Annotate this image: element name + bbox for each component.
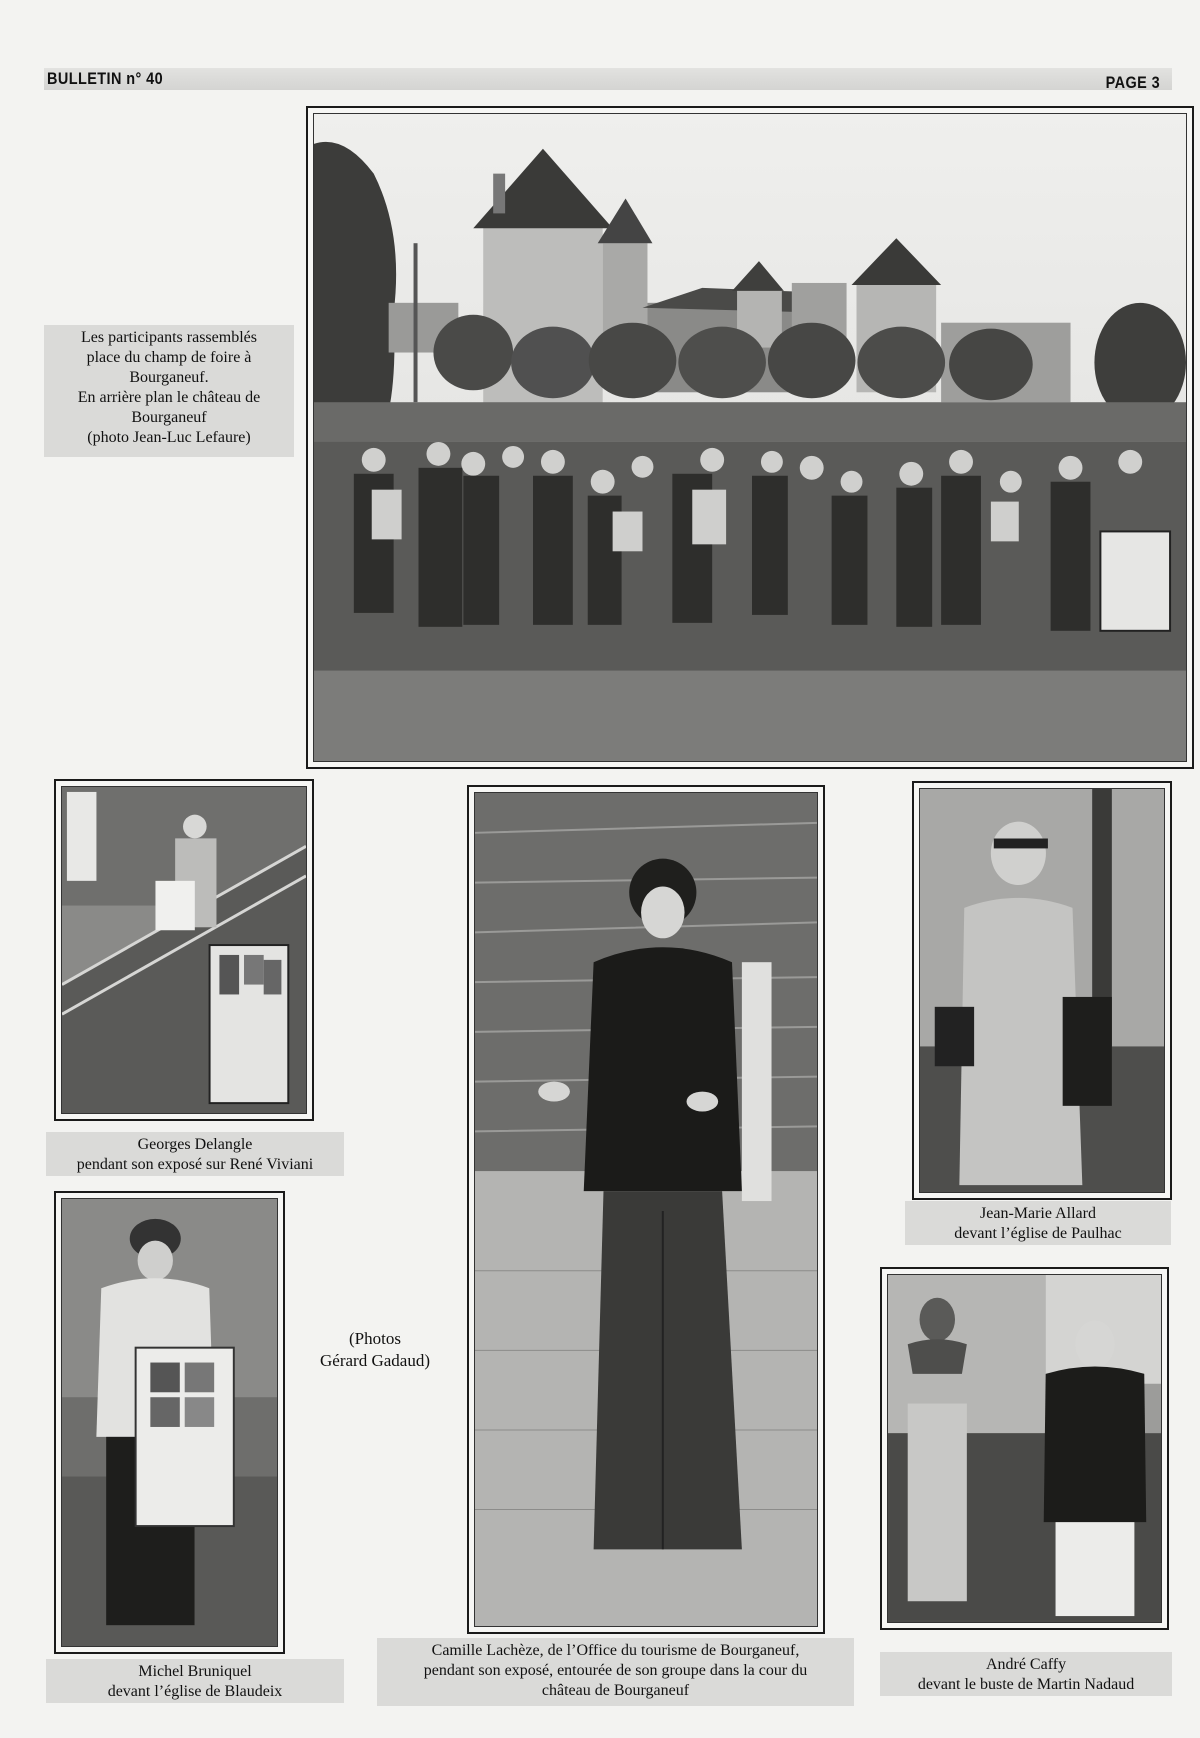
page-number: PAGE 3 — [1105, 73, 1160, 92]
speaker-courtyard-illustration — [475, 793, 817, 1626]
caption-line: devant l’église de Paulhac — [954, 1225, 1122, 1242]
bruniquel-caption — [46, 1659, 344, 1703]
photos-credit — [290, 1328, 460, 1372]
speaker-microphone-illustration — [920, 789, 1164, 1192]
bruniquel-photo — [54, 1191, 285, 1654]
caption-line: Georges Delangle — [137, 1136, 253, 1153]
caption-line: devant le buste de Martin Nadaud — [917, 1676, 1135, 1693]
allard-photo-image — [919, 788, 1165, 1193]
lacheze-caption — [377, 1638, 854, 1706]
group-photo — [306, 106, 1194, 769]
caption-line: En arrière plan le château de — [77, 389, 261, 406]
caption-line: Les participants rassemblés — [81, 329, 257, 346]
caffy-photo-image — [887, 1274, 1162, 1623]
caption-line: pendant son exposé sur René Viviani — [76, 1156, 314, 1173]
caption-line: (photo Jean-Luc Lefaure) — [87, 429, 251, 446]
allard-caption — [905, 1201, 1171, 1245]
bust-speaker-illustration — [888, 1275, 1161, 1622]
allard-photo — [912, 781, 1172, 1200]
speaker-poster-illustration — [62, 1199, 277, 1646]
staircase-speaker-illustration — [62, 787, 306, 1113]
bulletin-number: BULLETIN n° 40 — [47, 69, 164, 88]
lacheze-photo-image — [474, 792, 818, 1627]
delangle-photo-image — [61, 786, 307, 1114]
caption-line: devant l’église de Blaudeix — [107, 1683, 283, 1700]
caption-line: Bourganeuf — [131, 409, 207, 426]
caption-line: André Caffy — [985, 1656, 1067, 1673]
caption-line: Camille Lachèze, de l’Office du tourisme de Bourganeuf, — [431, 1642, 800, 1659]
caption-line: Bourganeuf. — [129, 369, 209, 386]
group-photo-caption — [44, 325, 294, 457]
caption-line: Jean-Marie Allard — [980, 1205, 1096, 1222]
credit-line: Gérard Gadaud) — [320, 1351, 430, 1370]
castle-group-illustration — [314, 114, 1186, 761]
caffy-photo — [880, 1267, 1169, 1630]
caption-line: château de Bourganeuf — [541, 1682, 690, 1699]
group-photo-image — [313, 113, 1187, 762]
caption-line: place du champ de foire à — [86, 349, 252, 366]
caption-line: pendant son exposé, entourée de son groupe dans la cour du — [423, 1662, 808, 1679]
credit-line: (Photos — [349, 1329, 401, 1348]
header-bar — [44, 68, 1172, 90]
bruniquel-photo-image — [61, 1198, 278, 1647]
caffy-caption — [880, 1652, 1172, 1696]
delangle-photo — [54, 779, 314, 1121]
caption-line: Michel Bruniquel — [138, 1663, 252, 1680]
lacheze-photo — [467, 785, 825, 1634]
delangle-caption — [46, 1132, 344, 1176]
